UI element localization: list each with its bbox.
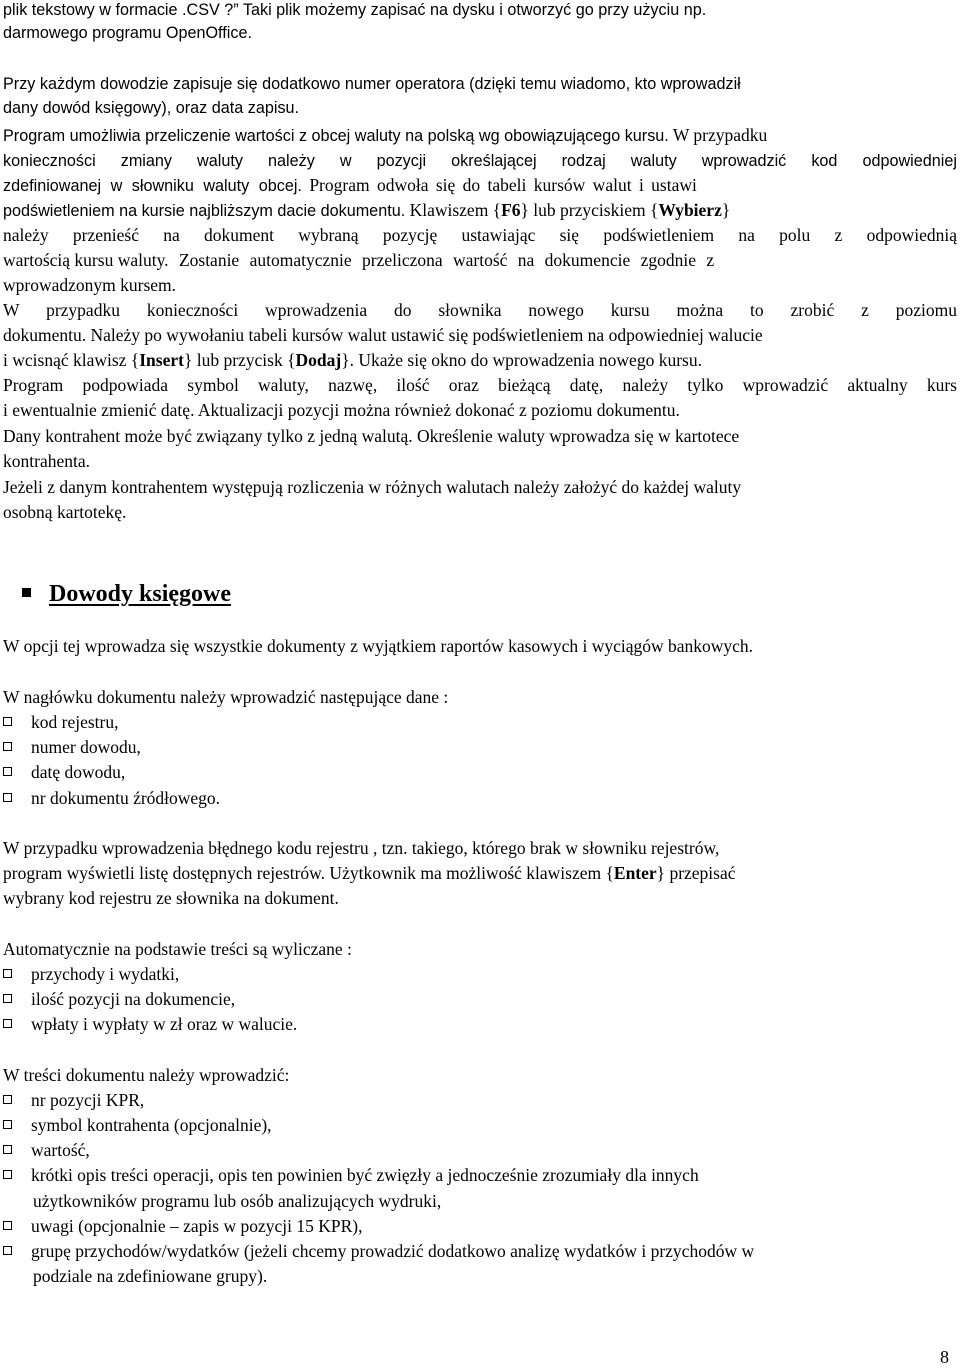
text-span: } przepisać xyxy=(656,863,736,883)
text-line-mixed xyxy=(3,173,957,198)
text-line: Jeżeli z danym kontrahentem występują rozliczenia w różnych walutach należy założyć do każdej waluty xyxy=(3,477,742,497)
checkbox-bullet-icon xyxy=(3,1145,12,1154)
text-line: kontrahenta. xyxy=(3,451,90,471)
list-item-text: numer dowodu, xyxy=(31,737,141,757)
list-item-text: datę dowodu, xyxy=(31,762,126,782)
key-dodaj: Dodaj xyxy=(295,350,342,370)
list-item-text: kod rejestru, xyxy=(31,712,119,732)
text-span: program wyświetli listę dostępnych rejestrów. Użytkownik ma możliwość klawiszem { xyxy=(3,863,614,883)
text-line: dany dowód księgowy), oraz data zapisu. xyxy=(3,99,300,117)
text-span: } xyxy=(721,200,731,220)
list-item-text: nr pozycji KPR, xyxy=(31,1090,145,1110)
section-heading xyxy=(22,577,231,611)
list-item xyxy=(3,987,957,1012)
text-span: podświetleniem na kursie najbliższym dacie dokumentu. xyxy=(3,202,406,220)
square-bullet-icon xyxy=(22,588,31,597)
list-item xyxy=(3,1239,957,1264)
checkbox-bullet-icon xyxy=(3,717,12,726)
text-span: }. Ukaże się okno do wprowadzenia nowego kursu. xyxy=(341,350,702,370)
text-span: Należy po wywołaniu tabeli kursów walut ustawić się podświetleniem na odpowiedniej walucie xyxy=(86,325,763,345)
list-item xyxy=(3,710,957,735)
text-line-mixed xyxy=(3,248,957,273)
text-line: plik tekstowy w formacie .CSV ?” Taki plik możemy zapisać na dysku i otworzyć go przy użyciu np. xyxy=(3,1,707,19)
text-span: W przypadku xyxy=(668,125,768,145)
list-item xyxy=(3,1214,957,1239)
text-line: wprowadzonym kursem. xyxy=(3,275,177,295)
list-item xyxy=(3,962,957,987)
content-label: W treści dokumentu należy wprowadzić: xyxy=(3,1065,290,1085)
text-span: dokumentu. xyxy=(3,325,87,345)
checkbox-bullet-icon xyxy=(3,994,12,1003)
list-item xyxy=(3,786,957,811)
text-span: zdefiniowanej w słowniku waluty obcej. xyxy=(3,177,302,195)
list-item xyxy=(3,735,957,760)
checkbox-bullet-icon xyxy=(3,1019,12,1028)
text-line: należy przenieść na dokument wybraną pozycję ustawiając się podświetleniem na polu z odpowiednią xyxy=(3,225,957,245)
list-item xyxy=(3,1088,957,1113)
text-line: W przypadku wprowadzenia błędnego kodu rejestru , tzn. takiego, którego brak w słowniku rejestrów, xyxy=(3,838,720,858)
checkbox-bullet-icon xyxy=(3,1095,12,1104)
text-line-mixed xyxy=(3,123,957,148)
text-line-mixed xyxy=(3,348,957,373)
checkbox-bullet-icon xyxy=(3,1246,12,1255)
text-line: W przypadku konieczności wprowadzenia do słownika nowego kursu można to zrobić z poziomu xyxy=(3,300,957,320)
list-item xyxy=(3,1138,957,1163)
text-span: Program umożliwia przeliczenie wartości z obcej waluty na polską wg obowiązującego kursu. xyxy=(3,127,669,145)
section-title: Dowody księgowe xyxy=(49,581,232,607)
list-item xyxy=(3,1012,957,1037)
checkbox-bullet-icon xyxy=(3,1170,12,1179)
list-item-text: symbol kontrahenta (opcjonalnie), xyxy=(31,1115,272,1135)
text-line: osobną kartotekę. xyxy=(3,502,127,522)
text-span: } lub przycisk { xyxy=(183,350,296,370)
section-intro: W opcji tej wprowadza się wszystkie dokumenty z wyjątkiem raportów kasowych i wyciągów bankowych. xyxy=(3,636,754,656)
list-item-text: wpłaty i wypłaty w zł oraz w walucie. xyxy=(31,1014,298,1034)
list-item-text: przychody i wydatki, xyxy=(31,964,180,984)
auto-label: Automatycznie na podstawie treści są wyliczane : xyxy=(3,939,352,959)
text-line-mixed xyxy=(3,323,957,348)
text-line: i ewentualnie zmienić datę. Aktualizacji pozycji można również dokonać z poziomu dokumentu. xyxy=(3,400,680,420)
text-span: Zostanie automatycznie przeliczona wartość na dokumencie zgodnie z xyxy=(168,250,715,270)
key-wybierz: Wybierz xyxy=(658,200,722,220)
page-number: 8 xyxy=(940,1347,949,1367)
text-span: Program odwoła się do tabeli kursów walut i ustawi xyxy=(301,175,697,195)
list-item-text: ilość pozycji na dokumencie, xyxy=(31,989,236,1009)
list-item-text: uwagi (opcjonalnie – zapis w pozycji 15 KPR), xyxy=(31,1216,363,1236)
checkbox-bullet-icon xyxy=(3,1221,12,1230)
list-item-continuation: użytkowników programu lub osób analizujących wydruki, xyxy=(33,1191,442,1211)
checkbox-bullet-icon xyxy=(3,969,12,978)
list-item-text: wartość, xyxy=(31,1140,90,1160)
text-span: Klawiszem { xyxy=(405,200,502,220)
text-line: Program podpowiada symbol waluty, nazwę, ilość oraz bieżącą datę, należy tylko wprowadzić aktualny kurs xyxy=(3,375,957,395)
text-span: i wcisnąć klawisz { xyxy=(3,350,140,370)
list-item-text: grupę przychodów/wydatków (jeżeli chcemy prowadzić dodatkowo analizę wydatków i przychodów w xyxy=(31,1241,755,1261)
list-item xyxy=(3,1163,957,1188)
checkbox-bullet-icon xyxy=(3,793,12,802)
checkbox-bullet-icon xyxy=(3,767,12,776)
header-label: W nagłówku dokumentu należy wprowadzić następujące dane : xyxy=(3,687,449,707)
text-span: wartością kursu waluty. xyxy=(3,250,169,270)
text-span: } lub przyciskiem { xyxy=(520,200,659,220)
list-item-continuation: podziale na zdefiniowane grupy). xyxy=(33,1266,268,1286)
key-enter: Enter xyxy=(613,863,657,883)
text-line-mixed xyxy=(3,198,957,223)
text-line: konieczności zmiany waluty należy w pozycji określającej rodzaj waluty wprowadzić kod odpowiedniej xyxy=(3,152,957,170)
list-item xyxy=(3,1113,957,1138)
list-item-text: krótki opis treści operacji, opis ten powinien być zwięzły a jednocześnie zrozumiały dla innych xyxy=(31,1165,699,1185)
text-line: Dany kontrahent może być związany tylko z jedną walutą. Określenie waluty wprowadza się w kartotece xyxy=(3,426,740,446)
list-item-text: nr dokumentu źródłowego. xyxy=(31,788,221,808)
checkbox-bullet-icon xyxy=(3,1120,12,1129)
checkbox-bullet-icon xyxy=(3,742,12,751)
key-f6: F6 xyxy=(501,200,521,220)
text-line: Przy każdym dowodzie zapisuje się dodatkowo numer operatora (dzięki temu wiadomo, kto wprowadził xyxy=(3,75,741,93)
list-item xyxy=(3,760,957,785)
text-line-mixed xyxy=(3,861,957,886)
key-insert: Insert xyxy=(139,350,184,370)
text-line: darmowego programu OpenOffice. xyxy=(3,24,252,42)
text-line: wybrany kod rejestru ze słownika na dokument. xyxy=(3,888,339,908)
